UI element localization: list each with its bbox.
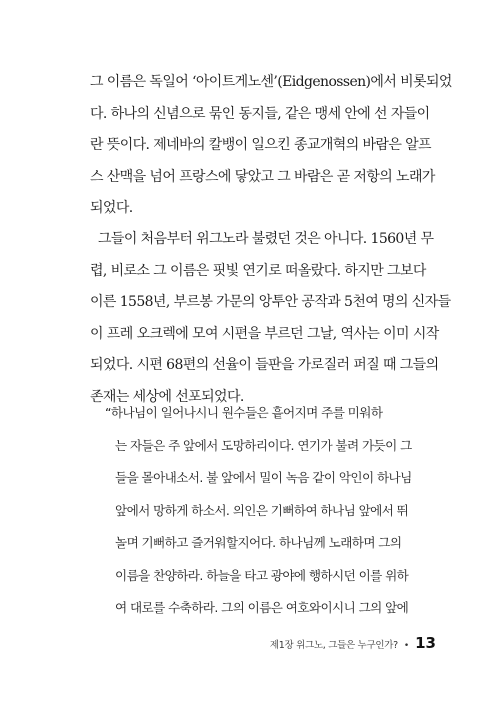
text-line: 이 프레 오크렉에 모여 시편을 부르던 그날, 역사는 이미 시작 <box>90 325 439 342</box>
quote-line: 놀며 기뻐하고 즐거워할지어다. 하나님께 노래하며 그의 <box>115 535 402 550</box>
bullet-icon: • <box>403 641 410 651</box>
text-line: 존재는 세상에 선포되었다. <box>90 388 244 405</box>
quote-line: 앞에서 망하게 하소서. 의인은 기뻐하여 하나님 앞에서 뛰 <box>115 502 409 518</box>
text-line: 란 뜻이다. 제네바의 칼뱅이 일으킨 종교개혁의 바람은 알프 <box>90 137 431 153</box>
page-footer <box>270 634 436 652</box>
text-line: 스 산맥을 넘어 프랑스에 닿았고 그 바람은 곧 저항의 노래가 <box>90 168 435 185</box>
text-line: 렵, 비로소 그 이름은 핏빛 연기로 떠올랐다. 하지만 그보다 <box>90 262 426 279</box>
quote-line: 여 대로를 수축하라. 그의 이름은 여호와이시니 그의 앞에 <box>115 600 409 615</box>
page-number: 13 <box>415 634 436 652</box>
quote-line: 이름을 찬양하라. 하늘을 타고 광야에 행하시던 이를 위하 <box>115 567 409 583</box>
quote-line: 는 자들은 주 앞에서 도망하리이다. 연기가 불려 가듯이 그 <box>115 437 412 453</box>
scripture-quote <box>105 397 415 625</box>
quote-line: 들을 몰아내소서. 불 앞에서 밀이 녹음 같이 악인이 하나님 <box>115 470 412 485</box>
text-line: 되었다. <box>90 200 133 216</box>
text-line: 그 이름은 독일어 ‘아이트게노센’(Eidgenossen)에서 비롯되었 <box>90 74 452 90</box>
text-line: 그들이 처음부터 위그노라 불렸던 것은 아니다. 1560년 무 <box>98 231 434 247</box>
quote-line: “하나님이 일어나시니 원수들은 흩어지며 주를 미워하 <box>105 405 383 420</box>
text-line: 이른 1558년, 부르봉 가문의 앙투안 공작과 5천여 명의 신자들 <box>90 294 451 310</box>
text-line: 다. 하나의 신념으로 묶인 동지들, 같은 맹세 안에 선 자들이 <box>90 105 430 122</box>
text-line: 되었다. 시편 68편의 선율이 들판을 가로질러 퍼질 때 그들의 <box>90 357 439 373</box>
paragraph-1 <box>90 67 452 225</box>
paragraph-2 <box>90 224 451 413</box>
running-head: 제1장 위그노, 그들은 누구인가? <box>269 640 398 651</box>
